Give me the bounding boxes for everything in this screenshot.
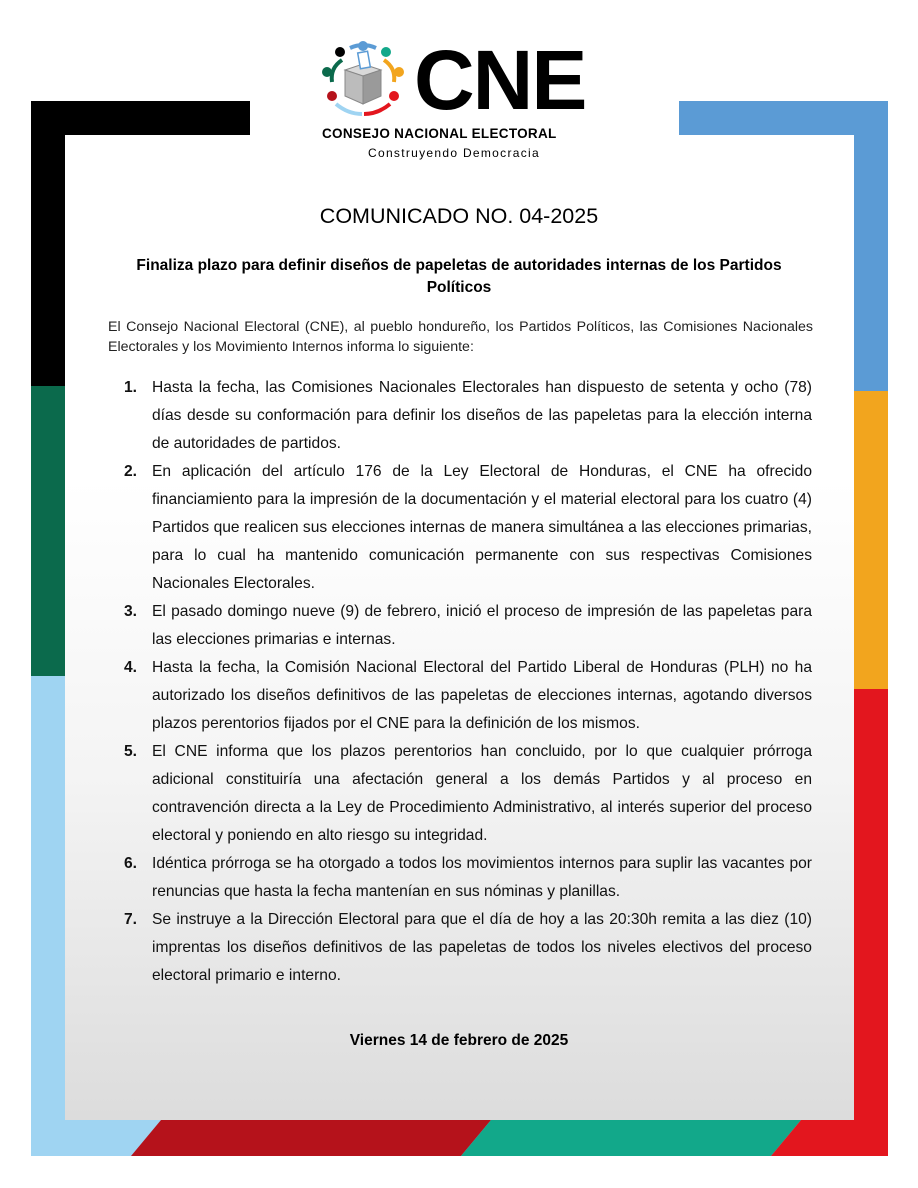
list-item-number: 4. — [124, 659, 138, 676]
list-item-text: En aplicación del artículo 176 de la Ley Electoral de Honduras, el CNE ha ofrecido financiamiento para la impresión de la documentación y el material electoral para los cuatro (4) Partidos que realicen sus elecciones internas de manera simultánea a las elecciones primarias, para lo cual ha mantenido comunicación permanente con sus respectivas Comisiones Nacionales Electorales. — [152, 463, 812, 592]
list-item-number: 3. — [124, 603, 138, 620]
statement-list — [120, 374, 812, 990]
list-item-text: Se instruye a la Dirección Electoral para que el día de hoy a las 20:30h remita a las diez (10) imprentas los diseños definitivos de las papeletas de todos los niveles electivos del proceso electoral primario e interno. — [152, 911, 812, 984]
list-item — [120, 654, 812, 738]
logo-acronym: CNE — [414, 33, 586, 127]
list-item-number: 5. — [124, 743, 138, 760]
list-item — [120, 850, 812, 906]
logo-tagline: Construyendo Democracia — [368, 146, 540, 160]
list-item — [120, 458, 812, 598]
list-item — [120, 374, 812, 458]
list-item-text: Idéntica prórroga se ha otorgado a todos los movimientos internos para suplir las vacantes por renuncias que hasta la fecha mantenían en sus nóminas y planillas. — [152, 855, 812, 900]
frame-black-left — [31, 101, 65, 386]
ballot-box-icon — [320, 38, 406, 118]
list-item-text: El CNE informa que los plazos perentorios han concluido, por lo que cualquier prórroga adicional constituiría una afectación general a los demás Partidos y al proceso en contravención directa a la Ley de Procedimiento Administrativo, al interés superior del proceso electoral y poniendo en alto riesgo su integridad. — [152, 743, 812, 844]
logo-name: CONSEJO NACIONAL ELECTORAL — [322, 126, 557, 141]
list-item-number: 7. — [124, 911, 138, 928]
cne-logo — [318, 32, 608, 167]
frame-bottom-bar — [31, 1120, 888, 1156]
document-date: Viernes 14 de febrero de 2025 — [349, 1032, 569, 1049]
list-item — [120, 906, 812, 990]
list-item-number: 6. — [124, 855, 138, 872]
subtitle: Finaliza plazo para definir diseños de papeletas de autoridades internas de los Partidos Políticos — [136, 257, 782, 296]
frame-blue-right — [854, 101, 888, 391]
list-item-text: El pasado domingo nueve (9) de febrero, inició el proceso de impresión de las papeletas para las elecciones primarias e internas. — [152, 603, 812, 648]
list-item — [120, 738, 812, 850]
frame-red-right — [854, 689, 888, 1156]
frame-orange-right — [854, 391, 888, 689]
list-item-number: 1. — [124, 379, 138, 396]
list-item-text: Hasta la fecha, la Comisión Nacional Electoral del Partido Liberal de Honduras (PLH) no ha autorizado los diseños definitivos de las papeletas de elecciones internas, agotando diversos plazos perentorios fijados por el CNE para la definición de los mismos. — [152, 659, 812, 732]
frame-green-left — [31, 386, 65, 676]
page-title: COMUNICADO NO. 04-2025 — [319, 204, 599, 228]
frame-lightblue-left — [31, 676, 65, 1156]
list-item — [120, 598, 812, 654]
list-item-number: 2. — [124, 463, 138, 480]
list-item-text: Hasta la fecha, las Comisiones Nacionales Electorales han dispuesto de setenta y ocho (78) días desde su conformación para definir los diseños de las papeletas para la elección interna de autoridades de partidos. — [152, 379, 812, 452]
intro-paragraph: El Consejo Nacional Electoral (CNE), al pueblo hondureño, los Partidos Políticos, las Comisiones Nacionales Electorales y los Movimiento Internos informa lo siguiente: — [108, 319, 813, 355]
